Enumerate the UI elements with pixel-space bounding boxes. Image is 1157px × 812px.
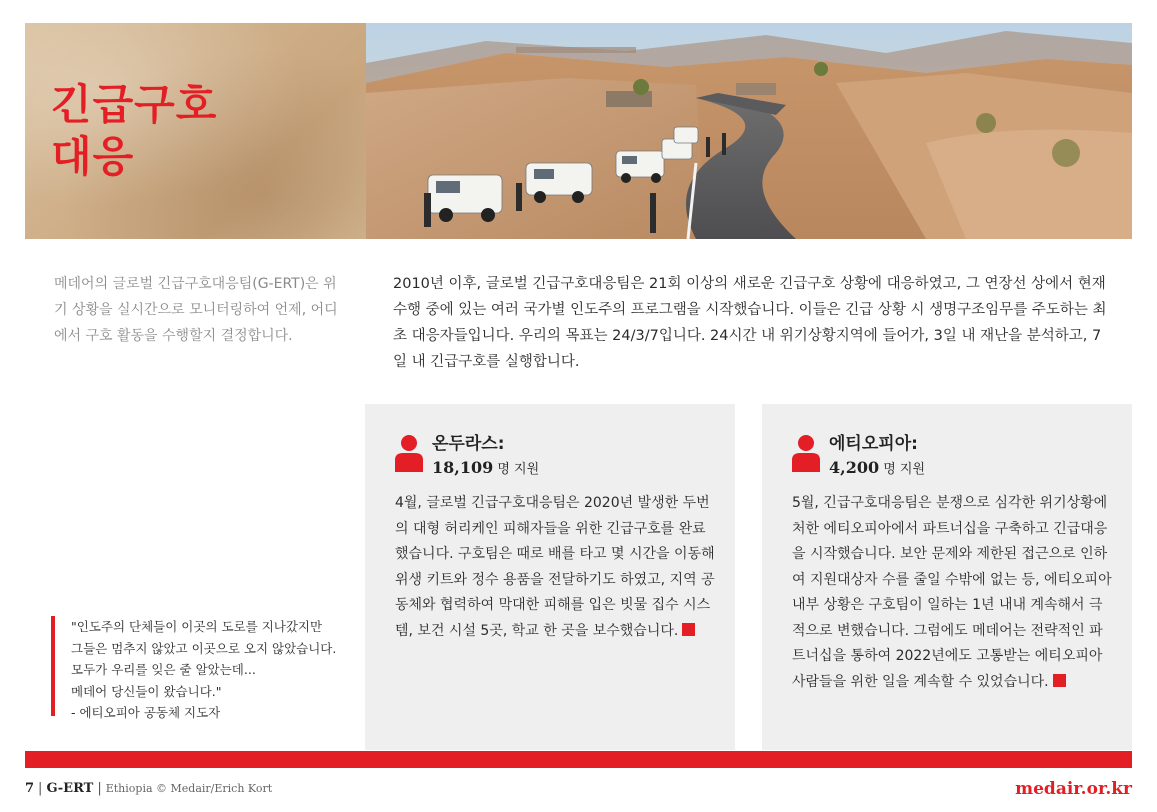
card-title: 에티오피아: xyxy=(829,434,918,454)
quote-line-1: "인도주의 단체들이 이곳의 도로를 지나갔지만 xyxy=(71,619,323,634)
stat-count: 18,109 xyxy=(432,458,494,477)
quote-line-3: 모두가 우리를 잊은 줄 알았는데... xyxy=(71,662,256,677)
page-title xyxy=(51,79,217,183)
quote-line-4: 메데어 당신들이 왔습니다." xyxy=(71,683,222,699)
intro-body: 2010년 이후, 글로벌 긴급구호대응팀은 21회 이상의 새로운 긴급구호 상황에 대응하였고, 그 연장선 상에서 현재 수행 중에 있는 여러 국가별 인도주의 프로그램을 시작했습니다. 이들은 긴급 상황 시 생명구조임무를 주도하는 최초 대응자들입니다. 우리의 목표는 24/3/7입니다. 24시간 내 위기상황지역에 들어가, 3일 내 재난을 분석하고, 7일 내 긴급구호를 실행합니다. xyxy=(393,276,1107,370)
stat-count: 4,200 xyxy=(829,458,880,477)
person-icon xyxy=(792,434,820,472)
hero-title-panel xyxy=(25,23,366,239)
hero-photo-road-convoy xyxy=(366,23,1132,239)
website-link[interactable]: medair.or.kr xyxy=(1015,779,1132,799)
person-icon xyxy=(395,434,423,472)
card-body xyxy=(395,491,715,644)
square-end-mark xyxy=(682,623,695,636)
card-body xyxy=(792,491,1112,695)
stat-unit: 명 지원 xyxy=(493,462,540,477)
footer-brand: G-ERT xyxy=(46,781,94,796)
card-honduras xyxy=(365,404,735,750)
card-body-text: 4월, 글로벌 긴급구호대응팀은 2020년 발생한 두번의 대형 허리케인 피해자들을 위한 긴급구호를 완료했습니다. 구호팀은 때로 배를 타고 몇 시간을 이동해 위생 키트와 정수 용품을 전달하기도 하였고, 지역 공동체와 협력하여 막대한 피해를 입은 빗물 집수 시스템, 보건 시설 5곳, 학교 한 곳을 보수했습니다. xyxy=(395,495,715,639)
photo-credit: Ethiopia © Medair/Erich Kort xyxy=(105,782,273,795)
footer-separator: | xyxy=(38,781,43,796)
quote-line-2: 그들은 멈추지 않았고 이곳으로 오지 않았습니다. xyxy=(71,640,337,656)
quote-attribution: - 에티오피아 공동체 지도자 xyxy=(71,705,221,720)
page-number: 7 xyxy=(25,781,35,796)
intro-summary: 메데어의 글로벌 긴급구호대응팀(G-ERT)은 위기 상황을 실시간으로 모니터링하여 언제, 어디에서 구호 활동을 수행할지 결정합니다. xyxy=(54,276,338,344)
hero-banner xyxy=(25,23,1132,239)
card-title: 온두라스: xyxy=(432,434,505,454)
stat-unit: 명 지원 xyxy=(879,462,926,477)
card-stat xyxy=(829,456,925,482)
footer-separator: | xyxy=(97,781,102,796)
card-stat xyxy=(432,456,539,482)
page-title-line-1: 긴급구호 xyxy=(51,80,218,129)
square-end-mark xyxy=(1053,674,1066,687)
page-title-line-2: 대응 xyxy=(51,132,135,181)
footer xyxy=(25,781,272,801)
footer-accent-bar xyxy=(25,751,1132,768)
card-ethiopia xyxy=(762,404,1132,750)
card-body-text: 5월, 긴급구호대응팀은 분쟁으로 심각한 위기상황에 처한 에티오피아에서 파트너십을 구축하고 긴급대응을 시작했습니다. 보안 문제와 제한된 접근으로 인하여 지원대상자 수를 줄일 수밖에 없는 등, 에티오피아 내부 상황은 구호팀이 일하는 1년 내내 계속해서 극적으로 변했습니다. 그럼에도 메데어는 전략적인 파트너십을 통하여 2022년에도 고통받는 에티오피아 사람들을 위한 일을 계속할 수 있었습니다. xyxy=(792,495,1112,690)
pull-quote xyxy=(51,616,371,720)
